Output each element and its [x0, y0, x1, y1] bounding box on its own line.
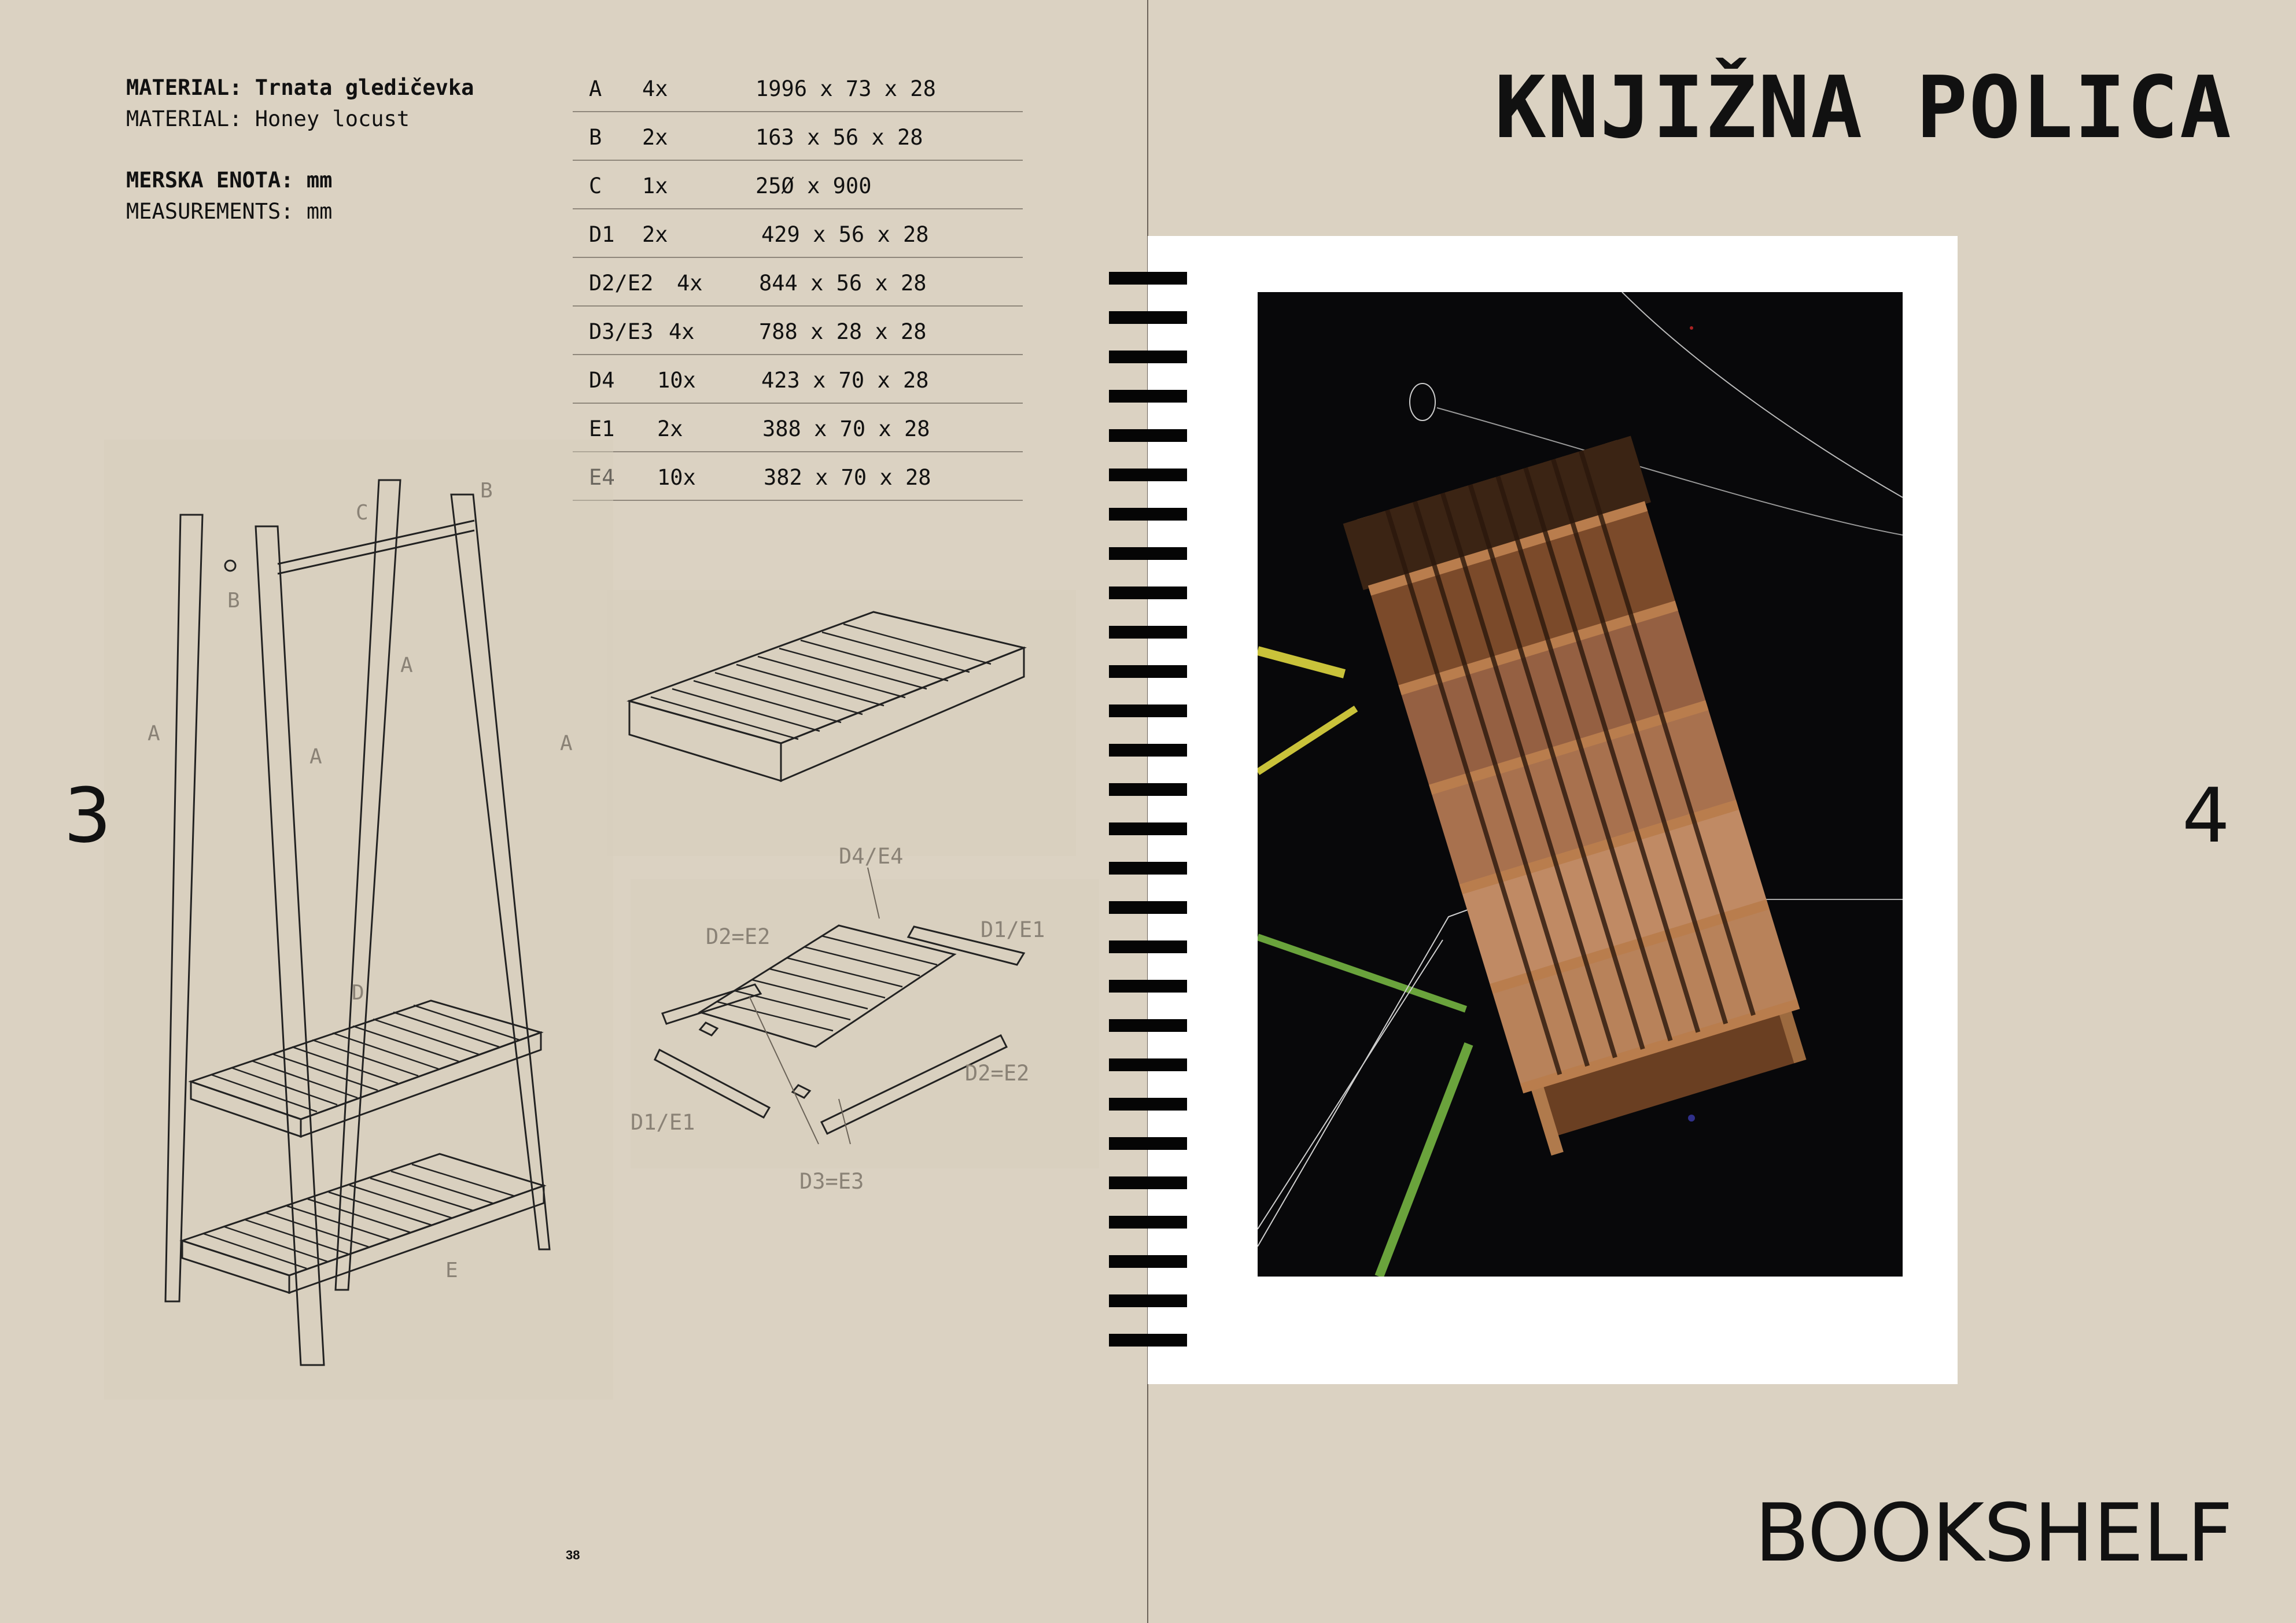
part-qty: 2x — [642, 222, 668, 247]
part-id: D2/E2 — [589, 271, 654, 296]
label-e: E — [445, 1259, 458, 1282]
part-id: A — [589, 76, 602, 101]
part-dims: 788 x 28 x 28 — [759, 319, 927, 344]
label-a-2: A — [148, 722, 160, 746]
binding-coil — [1109, 940, 1187, 953]
binding-coil — [1109, 744, 1187, 757]
binding-coil — [1109, 429, 1187, 442]
parts-row — [573, 307, 1023, 355]
binding-coil — [1109, 351, 1187, 363]
binding-coil — [1109, 626, 1187, 639]
material-sl — [126, 72, 474, 104]
part-qty: 4x — [669, 319, 695, 344]
label-d2e2-left: D2=E2 — [706, 924, 771, 949]
parts-row — [573, 209, 1023, 258]
part-dims: 844 x 56 x 28 — [759, 271, 927, 296]
part-id: D1 — [589, 222, 615, 247]
part-id: E4 — [589, 465, 615, 490]
label-d2e2-right: D2=E2 — [965, 1061, 1030, 1086]
binding-coil — [1109, 1255, 1187, 1268]
part-dims: 423 x 70 x 28 — [761, 368, 929, 393]
parts-row — [573, 355, 1023, 404]
bookshelf-photo-art — [1258, 292, 1903, 1277]
material-sl-value: Trnata gledičevka — [255, 75, 474, 100]
part-dims: 25Ø x 900 — [755, 174, 872, 198]
material-en: MATERIAL: Honey locust — [126, 106, 410, 131]
page-number-right: 4 — [2182, 772, 2230, 860]
binding-coil — [1109, 272, 1187, 285]
part-id: E1 — [589, 416, 615, 441]
binding-coil — [1109, 547, 1187, 560]
label-a-1: A — [400, 654, 413, 677]
label-d4e4: D4/E4 — [839, 844, 904, 869]
part-dims: 1996 x 73 x 28 — [755, 76, 936, 101]
parts-row — [573, 452, 1023, 501]
label-d: D — [352, 981, 364, 1005]
parts-row — [573, 258, 1023, 307]
page-subtitle: BOOKSHELF — [1755, 1486, 2232, 1580]
folio-number: 38 — [566, 1548, 580, 1562]
binding-coil — [1109, 469, 1187, 481]
binding-coil — [1109, 1334, 1187, 1347]
binding-coil — [1109, 1019, 1187, 1032]
part-id: C — [589, 174, 602, 198]
unit-sl-value: mm — [306, 168, 333, 193]
binding-coil — [1109, 587, 1187, 599]
part-qty: 4x — [677, 271, 703, 296]
label-d1e1-left: D1/E1 — [631, 1110, 695, 1135]
binding-coil — [1109, 1216, 1187, 1229]
part-qty: 10x — [657, 368, 696, 393]
binding-coil — [1109, 1176, 1187, 1189]
shelf-drawing — [607, 590, 1076, 856]
label-b-left: B — [227, 589, 240, 613]
part-id: B — [589, 125, 602, 150]
unit-sl-label: MERSKA ENOTA: — [126, 168, 294, 193]
part-qty: 10x — [657, 465, 696, 490]
part-qty: 1x — [642, 174, 668, 198]
label-c: C — [356, 501, 368, 525]
parts-row — [573, 112, 1023, 161]
binding-coil — [1109, 862, 1187, 875]
parts-table — [573, 64, 1023, 501]
parts-row — [573, 64, 1023, 112]
part-id: D4 — [589, 368, 615, 393]
binding-coil — [1109, 1058, 1187, 1071]
unit-en: MEASUREMENTS: mm — [126, 199, 333, 224]
part-dims: 382 x 70 x 28 — [764, 465, 931, 490]
part-qty: 2x — [657, 416, 683, 441]
parts-row — [573, 404, 1023, 452]
binding-coil — [1109, 311, 1187, 324]
part-dims: 388 x 70 x 28 — [762, 416, 930, 441]
part-qty: 4x — [642, 76, 668, 101]
label-b-top: B — [480, 479, 493, 503]
binding-coil — [1109, 508, 1187, 521]
label-a-4: A — [560, 732, 573, 755]
part-dims: 429 x 56 x 28 — [761, 222, 929, 247]
page-number-left: 3 — [64, 772, 112, 860]
left-page — [0, 0, 1147, 1623]
spiral-binding — [1109, 272, 1187, 1359]
assembled-shelf-drawing — [104, 440, 613, 1400]
binding-coil — [1109, 1137, 1187, 1150]
binding-coil — [1109, 390, 1187, 403]
binding-coil — [1109, 822, 1187, 835]
part-dims: 163 x 56 x 28 — [755, 125, 923, 150]
label-d3e3: D3=E3 — [799, 1169, 864, 1194]
binding-coil — [1109, 1098, 1187, 1111]
parts-row — [573, 161, 1023, 209]
binding-coil — [1109, 980, 1187, 993]
page-title: KNJIŽNA POLICA — [1494, 58, 2232, 157]
exploded-shelf-drawing — [631, 844, 1099, 1203]
label-a-3: A — [309, 745, 322, 769]
binding-coil — [1109, 704, 1187, 717]
bookshelf-photo — [1258, 292, 1903, 1277]
binding-coil — [1109, 901, 1187, 914]
binding-coil — [1109, 1294, 1187, 1307]
binding-coil — [1109, 665, 1187, 678]
part-id: D3/E3 — [589, 319, 654, 344]
label-d1e1-right: D1/E1 — [981, 917, 1045, 942]
part-qty: 2x — [642, 125, 668, 150]
material-sl-label: MATERIAL: — [126, 75, 242, 100]
unit-sl — [126, 165, 332, 196]
binding-coil — [1109, 783, 1187, 796]
